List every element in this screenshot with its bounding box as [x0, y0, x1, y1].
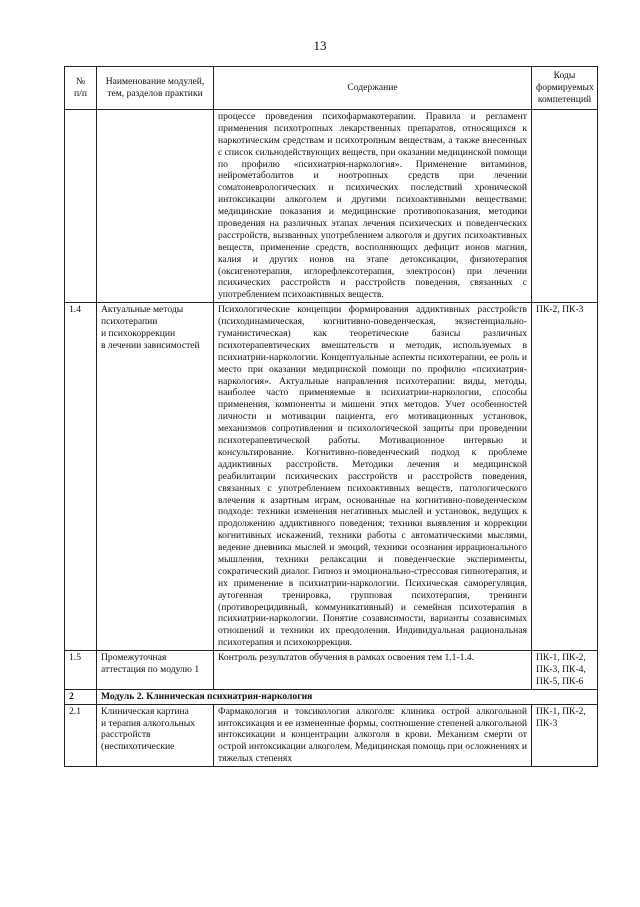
row-number	[65, 110, 97, 303]
table-row	[65, 303, 598, 651]
table-row	[65, 651, 598, 690]
header-number: № п/п	[65, 67, 97, 110]
row-name: Клиническая картина и терапия алкогольных расстройств (неспихотические	[97, 704, 214, 766]
row-number: 2.1	[65, 704, 97, 766]
module-row	[65, 689, 598, 704]
header-content: Содержание	[214, 67, 532, 110]
row-name	[97, 110, 214, 303]
row-codes	[532, 110, 598, 303]
row-content: Психологические концепции формирования аддиктивных расстройств (психодинамическая, когнитивно-поведенческая, экзистенциально-гуманистическая) как теоретические базисы различных психотерапевтических вмешательств и методик, используемых в психиатрии-наркологии. Концептуальные аспекты психотерапии, ее роль и место при оказании медицинской помощи по профилю «психиатрия-наркология». Актуальные направления психотерапии: виды, методы, наиболее часто применяемые в психиатрии-наркологии, способы применения, компоненты и мишени этих методов. Учет особенностей личности и мотивации пациента, его мотивационных установок, механизмов сопротивления и психологической защиты при проведении психотерапевтической работы. Мотивационное интервью и консультирование. Когнитивно-поведенческий подход к проблеме аддиктивных расстройств. Методики лечения и медицинской реабилитации психических расстройств и расстройств поведения, связанных с употреблением психоактивных веществ, патологического влечения к азартным играм, основанные на когнитивно-поведенческом подходе: техники изменения негативных мыслей и установок, ведущих к продолжению аддиктивного поведения; техники выявления и коррекции когнитивных искажений, техники работы с автоматическими мыслями, ведение дневника мыслей и эмоций, техники осознания иррационального мышления, техники релаксации и поведенческие эксперименты, сократический диалог. Гипноз и эмоционально-стрессовая гипнотерапия, и их применение в психиатрии-наркологии. Психическая саморегуляция, аутогенная тренировка, групповая психотерапия, тренинги (противорецидивный, коммуникативный) и семейная психотерапия в психиатрии-наркологии. Понятие созависимости, варианты созависимых отношений и техники их преодоления. Индивидуальная рациональная психотерапия и психокоррекция.	[214, 303, 532, 651]
row-content: Фармакология и токсикология алкоголя: клиника острой алкогольной интоксикация и ее измененные формы, соотношение степеней алкогольной интоксикации и концентрации алкоголя в крови. Механизм смерти от острой интоксикации алкоголем. Медицинская помощь при осложнениях и тяжелых степенях	[214, 704, 532, 766]
header-name: Наименование модулей, тем, разделов практики	[97, 67, 214, 110]
table-row	[65, 704, 598, 766]
row-codes: ПК-1, ПК-2, ПК-3, ПК-4, ПК-5, ПК-6	[532, 651, 598, 690]
table-header-row	[65, 67, 598, 110]
table-row	[65, 110, 598, 303]
row-name: Промежуточная аттестация по модулю 1	[97, 651, 214, 690]
row-codes: ПК-2, ПК-3	[532, 303, 598, 651]
row-name: Актуальные методы психотерапии и психокоррекции в лечении зависимостей	[97, 303, 214, 651]
curriculum-table	[64, 66, 598, 767]
header-codes: Коды формируемых компетенций	[532, 67, 598, 110]
row-number: 1.4	[65, 303, 97, 651]
module-number: 2	[65, 689, 97, 704]
row-content: Контроль результатов обучения в рамках освоения тем 1.1-1.4.	[214, 651, 532, 690]
row-number: 1.5	[65, 651, 97, 690]
module-title: Модуль 2. Клиническая психиатрия-наркология	[97, 689, 598, 704]
page-number: 13	[313, 38, 327, 53]
row-codes: ПК-1, ПК-2, ПК-3	[532, 704, 598, 766]
row-content: процессе проведения психофармакотерапии. Правила и регламент применения психотропных лекарственных препаратов, относящихся к наркотическим средствам и психотропным веществам, а также внесенных с список сильнодействующих веществ, при оказании медицинской помощи по профилю «психиатрия-наркология». Применение витаминов, нейрометаболитов и ноотропных средств при лечении соматоневрологических и психических последствий хронической интоксикации алкоголем и другими психоактивными веществами: медицинские показания и медицинские противопоказания, методики проведения на различных этапах лечения психических и поведенческих расстройств, вызванных употреблением алкоголя и других психоактивных веществ, применение средств, восполняющих дефицит ионов магния, калия и других ионов на этапе детоксикации, физиотерапия (оксигенотерапия, иглорефлексотерапия, электросон) при лечении психических расстройств и расстройств поведения, связанных с употреблением психоактивных веществ.	[214, 110, 532, 303]
